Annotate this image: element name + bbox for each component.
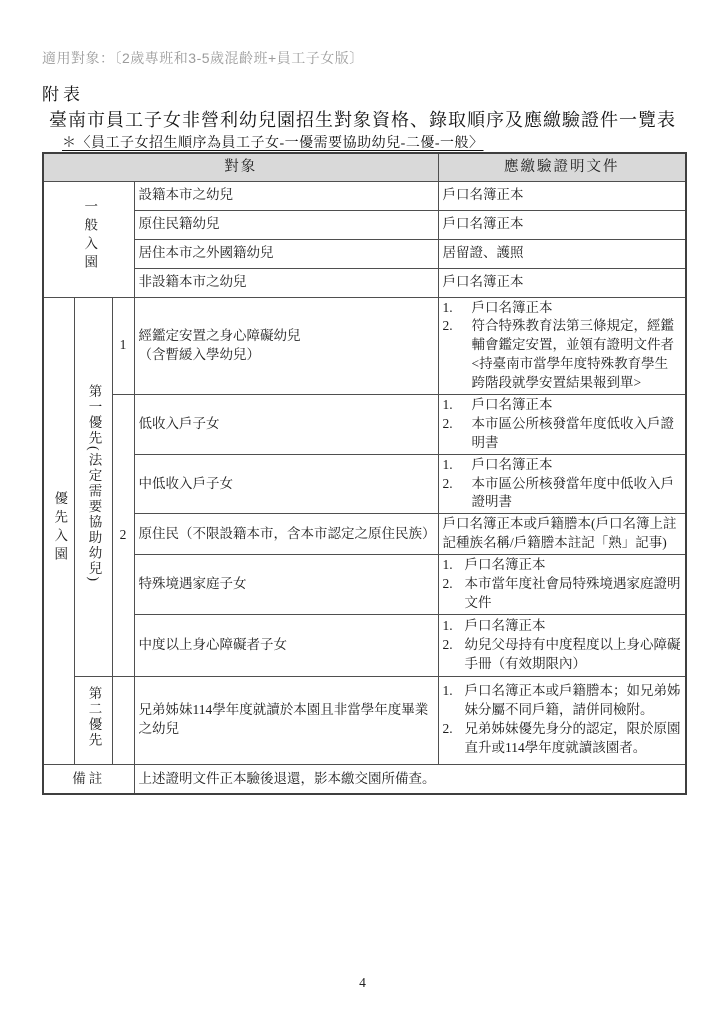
- document-item: [443, 456, 682, 475]
- document-title: 臺南市員工子女非營利幼兒園招生對象資格、錄取順序及應繳驗證件一覽表: [49, 110, 676, 130]
- first-priority-label-text: 第一優先(法定需要協助幼兒): [86, 384, 102, 584]
- document-item-number: 2.: [442, 721, 453, 737]
- document-item-number: 2.: [442, 575, 453, 591]
- table-header-row: [43, 153, 686, 181]
- document-item-number: 2.: [442, 318, 453, 334]
- document-item: [443, 317, 682, 393]
- document-item-number: 2.: [442, 475, 453, 491]
- document-item-text: 符合特殊教育法第三條規定，經鑑輔會鑑定安置，並領有證明文件者<持臺南市當學年度特殊教育學生跨階段就學安置結果報到單>: [471, 318, 674, 391]
- document-item: [443, 617, 682, 636]
- second-priority-label: [74, 676, 112, 764]
- group-number: 1: [112, 297, 134, 394]
- target-cell: 設籍本市之幼兒: [134, 181, 438, 210]
- document-cell: 戶口名簿正本: [438, 268, 686, 297]
- table-row: [43, 239, 686, 268]
- table-row: [43, 297, 686, 394]
- document-cell: [438, 394, 686, 454]
- general-admission-label: [43, 181, 134, 297]
- document-item: [443, 636, 682, 674]
- document-cell: [438, 614, 686, 676]
- table-row: [43, 394, 686, 454]
- target-cell: 低收入戶子女: [134, 394, 438, 454]
- document-item-number: 2.: [442, 415, 453, 431]
- document-cell: [438, 454, 686, 514]
- document-item-number: 1.: [442, 396, 453, 412]
- target-line: （含暫緩入學幼兒）: [138, 346, 260, 362]
- general-admission-label-text: 一般入園: [82, 199, 98, 274]
- document-item-number: 1.: [442, 299, 453, 315]
- document-item-text: 戶口名簿正本: [471, 396, 553, 412]
- document-item-text: 本市區公所核發當年度低收入戶證明書: [471, 415, 674, 450]
- document-item: [443, 415, 682, 453]
- document-cell: 居留證、護照: [438, 239, 686, 268]
- admission-table: [42, 152, 687, 795]
- target-cell: 特殊境遇家庭子女: [134, 555, 438, 615]
- target-cell: 中低收入戶子女: [134, 454, 438, 514]
- document-item: [443, 575, 682, 613]
- document-cell: 戶口名簿正本或戶籍謄本(戶口名簿上註記種族名稱/戶籍謄本註記「熟」記事): [438, 514, 686, 555]
- document-item-text: 本市當年度社會局特殊境遇家庭證明文件: [464, 575, 681, 610]
- target-line: 經鑑定安置之身心障礙幼兒: [138, 327, 301, 343]
- target-cell: 原住民籍幼兒: [134, 210, 438, 239]
- document-item-text: 戶口名簿正本或戶籍謄本；如兄弟姊妹分屬不同戶籍，請併同檢附。: [464, 683, 681, 718]
- table-header-target: 對象: [43, 153, 438, 181]
- table-row: [43, 555, 686, 615]
- applicability-note: 適用對象：〔2歲專班和3-5歲混齡班+員工子女版〕: [42, 50, 364, 66]
- table-row: [43, 614, 686, 676]
- group-number: 2: [112, 394, 134, 676]
- document-item-number: 1.: [442, 617, 453, 633]
- table-row: [43, 454, 686, 514]
- group-number-empty: [112, 676, 134, 764]
- document-item-text: 戶口名簿正本: [464, 617, 546, 633]
- table-row: [43, 514, 686, 555]
- priority-admission-label-text: 優先入園: [52, 490, 68, 565]
- document-item-text: 戶口名簿正本: [471, 456, 553, 472]
- first-priority-label: [74, 297, 112, 676]
- document-item-text: 戶口名簿正本: [464, 557, 546, 573]
- table-row: [43, 210, 686, 239]
- document-item: [443, 720, 682, 758]
- document-cell: 戶口名簿正本: [438, 181, 686, 210]
- target-cell: 中度以上身心障礙者子女: [134, 614, 438, 676]
- document-item-number: 1.: [442, 456, 453, 472]
- document-item: [443, 299, 682, 318]
- document-cell: [438, 297, 686, 394]
- document-item: [443, 475, 682, 513]
- document-item-number: 1.: [442, 557, 453, 573]
- table-row: [43, 181, 686, 210]
- attachment-label: 附表: [42, 85, 84, 104]
- remark-row: [43, 764, 686, 794]
- document-item: [443, 396, 682, 415]
- document-cell: [438, 555, 686, 615]
- document-cell: 戶口名簿正本: [438, 210, 686, 239]
- target-cell: 非設籍本市之幼兒: [134, 268, 438, 297]
- remark-label: 備註: [43, 764, 134, 794]
- document-cell: [438, 676, 686, 764]
- document-item: [443, 556, 682, 575]
- document-item: [443, 682, 682, 720]
- second-priority-label-text: 第二優先: [86, 686, 102, 749]
- document-item-text: 戶口名簿正本: [471, 299, 553, 315]
- target-cell: 原住民（不限設籍本市，含本市認定之原住民族）: [134, 514, 438, 555]
- table-header-documents: 應繳驗證明文件: [438, 153, 686, 181]
- target-cell: [134, 297, 438, 394]
- priority-admission-label: [43, 297, 74, 764]
- document-item-text: 本市區公所核發當年度中低收入戶證明書: [471, 475, 674, 510]
- admission-order-note: ＊〈員工子女招生順序為員工子女-一優需要協助幼兒-二優-一般〉: [62, 136, 484, 151]
- remark-text: 上述證明文件正本驗後退還，影本繳交園所備查。: [134, 764, 686, 794]
- document-item-text: 兄弟姊妹優先身分的認定，限於原園直升或114學年度就讀該園者。: [464, 721, 681, 756]
- table-row: [43, 268, 686, 297]
- target-cell: 兄弟姊妹114學年度就讀於本園且非當學年度畢業之幼兒: [134, 676, 438, 764]
- target-cell: 居住本市之外國籍幼兒: [134, 239, 438, 268]
- document-item-text: 幼兒父母持有中度程度以上身心障礙手冊（有效期限內）: [464, 636, 681, 671]
- table-row: [43, 676, 686, 764]
- document-item-number: 1.: [442, 683, 453, 699]
- document-item-number: 2.: [442, 636, 453, 652]
- page-number: 4: [359, 975, 366, 990]
